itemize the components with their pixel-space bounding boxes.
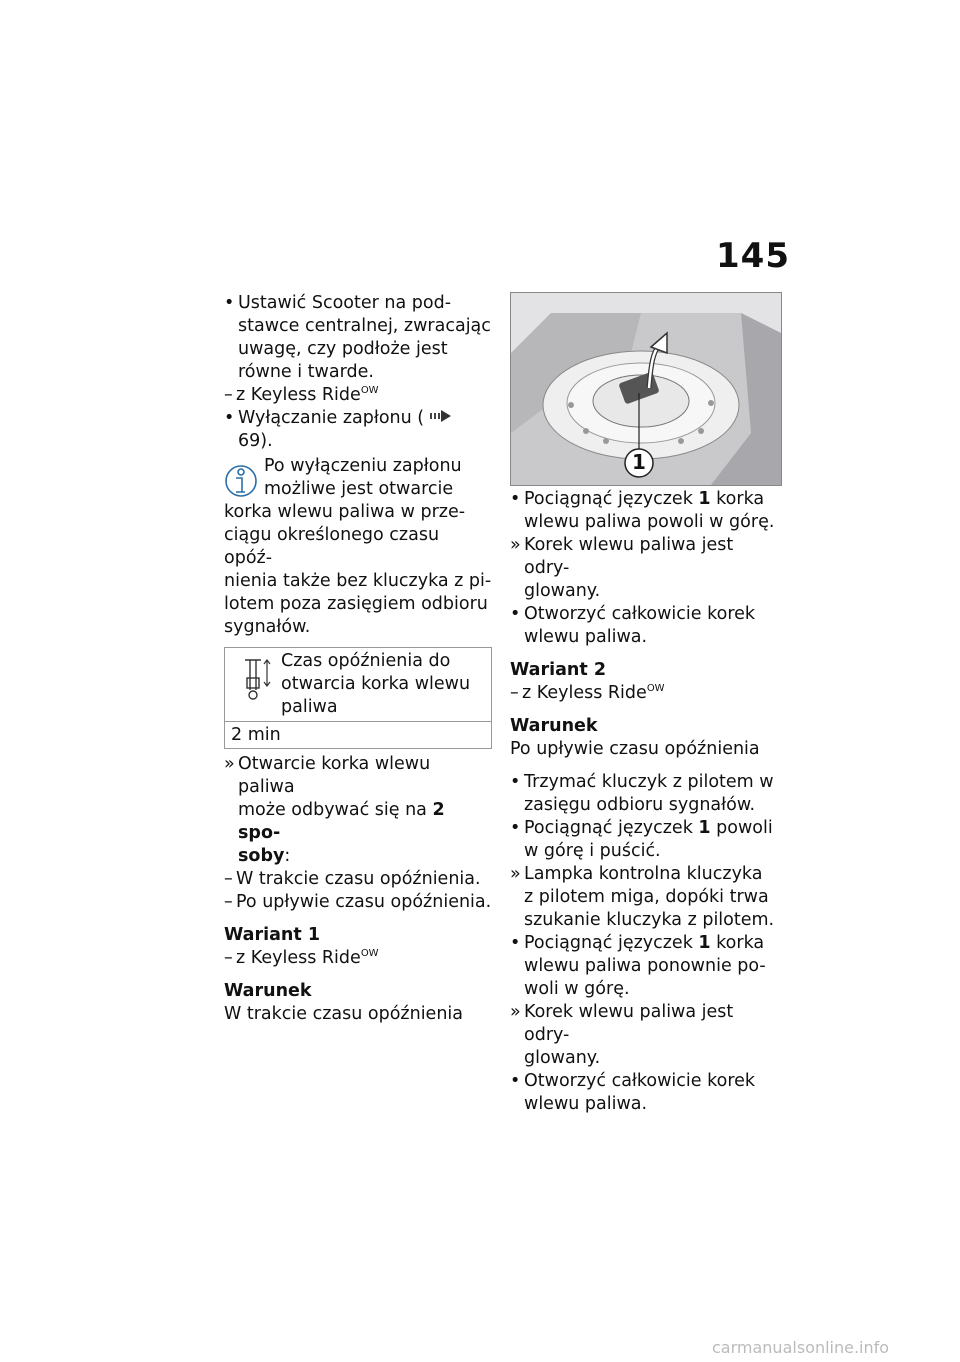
text-line: glowany. bbox=[524, 1048, 601, 1068]
option-text: Po upływie czasu opóźnienia. bbox=[236, 892, 492, 912]
page-number: 145 bbox=[716, 236, 790, 276]
step-pull-tab bbox=[510, 488, 782, 534]
spec-dimension-icon bbox=[241, 656, 271, 702]
bullet-marker: • bbox=[510, 489, 521, 509]
keyless-label: z Keyless Ride bbox=[236, 948, 361, 968]
keyless-label: z Keyless Ride bbox=[236, 385, 361, 405]
text-line: korka bbox=[716, 933, 765, 953]
condition-text: Po upływie czasu opóźnienia bbox=[510, 739, 760, 759]
result-marker: » bbox=[510, 535, 521, 555]
text-line: możliwe jest otwarcie bbox=[264, 479, 454, 499]
text-line: szukanie kluczyka z pilotem. bbox=[524, 910, 775, 930]
text-line: z pilotem miga, dopóki trwa bbox=[524, 887, 769, 907]
step-ignition-off bbox=[224, 407, 492, 453]
keyless-condition bbox=[510, 682, 782, 705]
text-line: Pociągnąć języczek bbox=[524, 818, 699, 838]
text-line: wlewu paliwa. bbox=[524, 1094, 648, 1114]
text-line: Pociągnąć języczek bbox=[524, 489, 699, 509]
dash-marker: – bbox=[224, 385, 233, 405]
text-line: Korek wlewu paliwa jest odry- bbox=[524, 1002, 734, 1045]
text-line: w górę i puścić. bbox=[524, 841, 661, 861]
text-line: ciągu określonego czasu opóź- bbox=[224, 525, 440, 568]
dash-marker: – bbox=[224, 948, 233, 968]
text-line: wlewu paliwa powoli w górę. bbox=[524, 512, 775, 532]
text-line: Korek wlewu paliwa jest odry- bbox=[524, 535, 734, 578]
page-ref-arrow-icon[interactable] bbox=[424, 409, 453, 427]
text-line: zasięgu odbioru sygnałów. bbox=[524, 795, 756, 815]
bullet-marker: • bbox=[224, 293, 235, 313]
spec-value-cell: 2 min bbox=[225, 721, 491, 748]
watermark-text: carmanualsonline.info bbox=[712, 1338, 890, 1357]
spec-table bbox=[224, 647, 492, 749]
text-line: Lampka kontrolna kluczyka bbox=[524, 864, 763, 884]
result-marker: » bbox=[510, 864, 521, 884]
dash-marker: – bbox=[224, 892, 233, 912]
dash-marker: – bbox=[510, 683, 519, 703]
text-line: powoli bbox=[716, 818, 773, 838]
step-open-cap bbox=[510, 603, 782, 649]
spec-label-cell bbox=[225, 648, 491, 721]
bullet-marker: • bbox=[510, 1071, 521, 1091]
result-two-ways bbox=[224, 753, 492, 868]
result-unlocked-2 bbox=[510, 1001, 782, 1070]
option-marker: OW bbox=[360, 385, 379, 396]
text-line: równe i twarde. bbox=[238, 362, 374, 382]
text-line: Otworzyć całkowicie korek bbox=[524, 604, 756, 624]
keyless-condition bbox=[224, 947, 492, 970]
keyless-condition bbox=[224, 384, 492, 407]
condition-text: W trakcie czasu opóźnienia bbox=[224, 1004, 464, 1024]
option-text: W trakcie czasu opóźnienia. bbox=[236, 869, 481, 889]
bold-text: soby bbox=[238, 846, 285, 866]
text-line: korka bbox=[716, 489, 765, 509]
right-column bbox=[510, 292, 782, 1116]
info-note bbox=[224, 455, 492, 639]
step-pull-release bbox=[510, 817, 782, 863]
text-line: uwagę, czy podłoże jest bbox=[238, 339, 448, 359]
result-key-light bbox=[510, 863, 782, 932]
text-line: może odbywać się na bbox=[238, 800, 433, 820]
callout-label: 1 bbox=[632, 450, 646, 474]
text-line: paliwa bbox=[281, 697, 338, 717]
bullet-marker: • bbox=[510, 933, 521, 953]
bullet-marker: • bbox=[224, 408, 235, 428]
result-marker: » bbox=[224, 754, 235, 774]
text-line: : bbox=[284, 846, 291, 866]
step-text: Wyłączanie zapłonu ( bbox=[238, 408, 425, 428]
text-line: nienia także bez kluczyka z pi- bbox=[224, 571, 492, 591]
text-line: glowany. bbox=[524, 581, 601, 601]
option-during-delay bbox=[224, 868, 492, 891]
text-line: stawce centralnej, zwracając bbox=[238, 316, 491, 336]
fuel-cap-photo bbox=[510, 292, 782, 486]
option-marker: OW bbox=[646, 683, 665, 694]
keyless-label: z Keyless Ride bbox=[522, 683, 647, 703]
text-line: Czas opóźnienia do bbox=[281, 651, 451, 671]
variant-2-heading: Wariant 2 bbox=[510, 660, 607, 680]
result-marker: » bbox=[510, 1002, 521, 1022]
text-line: Trzymać kluczyk z pilotem w bbox=[524, 772, 774, 792]
text-line: wlewu paliwa ponownie po- bbox=[524, 956, 766, 976]
bold-text: 1 bbox=[698, 933, 711, 953]
left-column bbox=[224, 292, 492, 1026]
text-line: Otwarcie korka wlewu paliwa bbox=[238, 754, 431, 797]
option-marker: OW bbox=[360, 948, 379, 959]
result-unlocked bbox=[510, 534, 782, 603]
page-ref[interactable]: 69). bbox=[238, 431, 273, 451]
text-line: sygnałów. bbox=[224, 617, 311, 637]
text-line: Otworzyć całkowicie korek bbox=[524, 1071, 756, 1091]
bold-text: 1 bbox=[698, 489, 711, 509]
bullet-marker: • bbox=[510, 772, 521, 792]
step-open-cap-2 bbox=[510, 1070, 782, 1116]
text-line: Pociągnąć języczek bbox=[524, 933, 699, 953]
text-line: Po wyłączeniu zapłonu bbox=[264, 456, 462, 476]
text-line: wlewu paliwa. bbox=[524, 627, 648, 647]
condition-heading: Warunek bbox=[224, 981, 312, 1001]
bold-text: 2 spo- bbox=[238, 800, 445, 843]
text-line: korka wlewu paliwa w prze- bbox=[224, 502, 466, 522]
text-line: otwarcia korka wlewu bbox=[281, 674, 471, 694]
info-icon bbox=[224, 459, 258, 499]
text-line: woli w górę. bbox=[524, 979, 630, 999]
text-line: lotem poza zasięgiem odbioru bbox=[224, 594, 488, 614]
step-pull-again bbox=[510, 932, 782, 1001]
option-after-delay bbox=[224, 891, 492, 914]
step-park-scooter bbox=[224, 292, 492, 384]
bullet-marker: • bbox=[510, 604, 521, 624]
step-hold-key bbox=[510, 771, 782, 817]
variant-1-heading: Wariant 1 bbox=[224, 925, 321, 945]
text-line: Ustawić Scooter na pod- bbox=[238, 293, 452, 313]
dash-marker: – bbox=[224, 869, 233, 889]
bold-text: 1 bbox=[698, 818, 711, 838]
bullet-marker: • bbox=[510, 818, 521, 838]
condition-heading: Warunek bbox=[510, 716, 598, 736]
